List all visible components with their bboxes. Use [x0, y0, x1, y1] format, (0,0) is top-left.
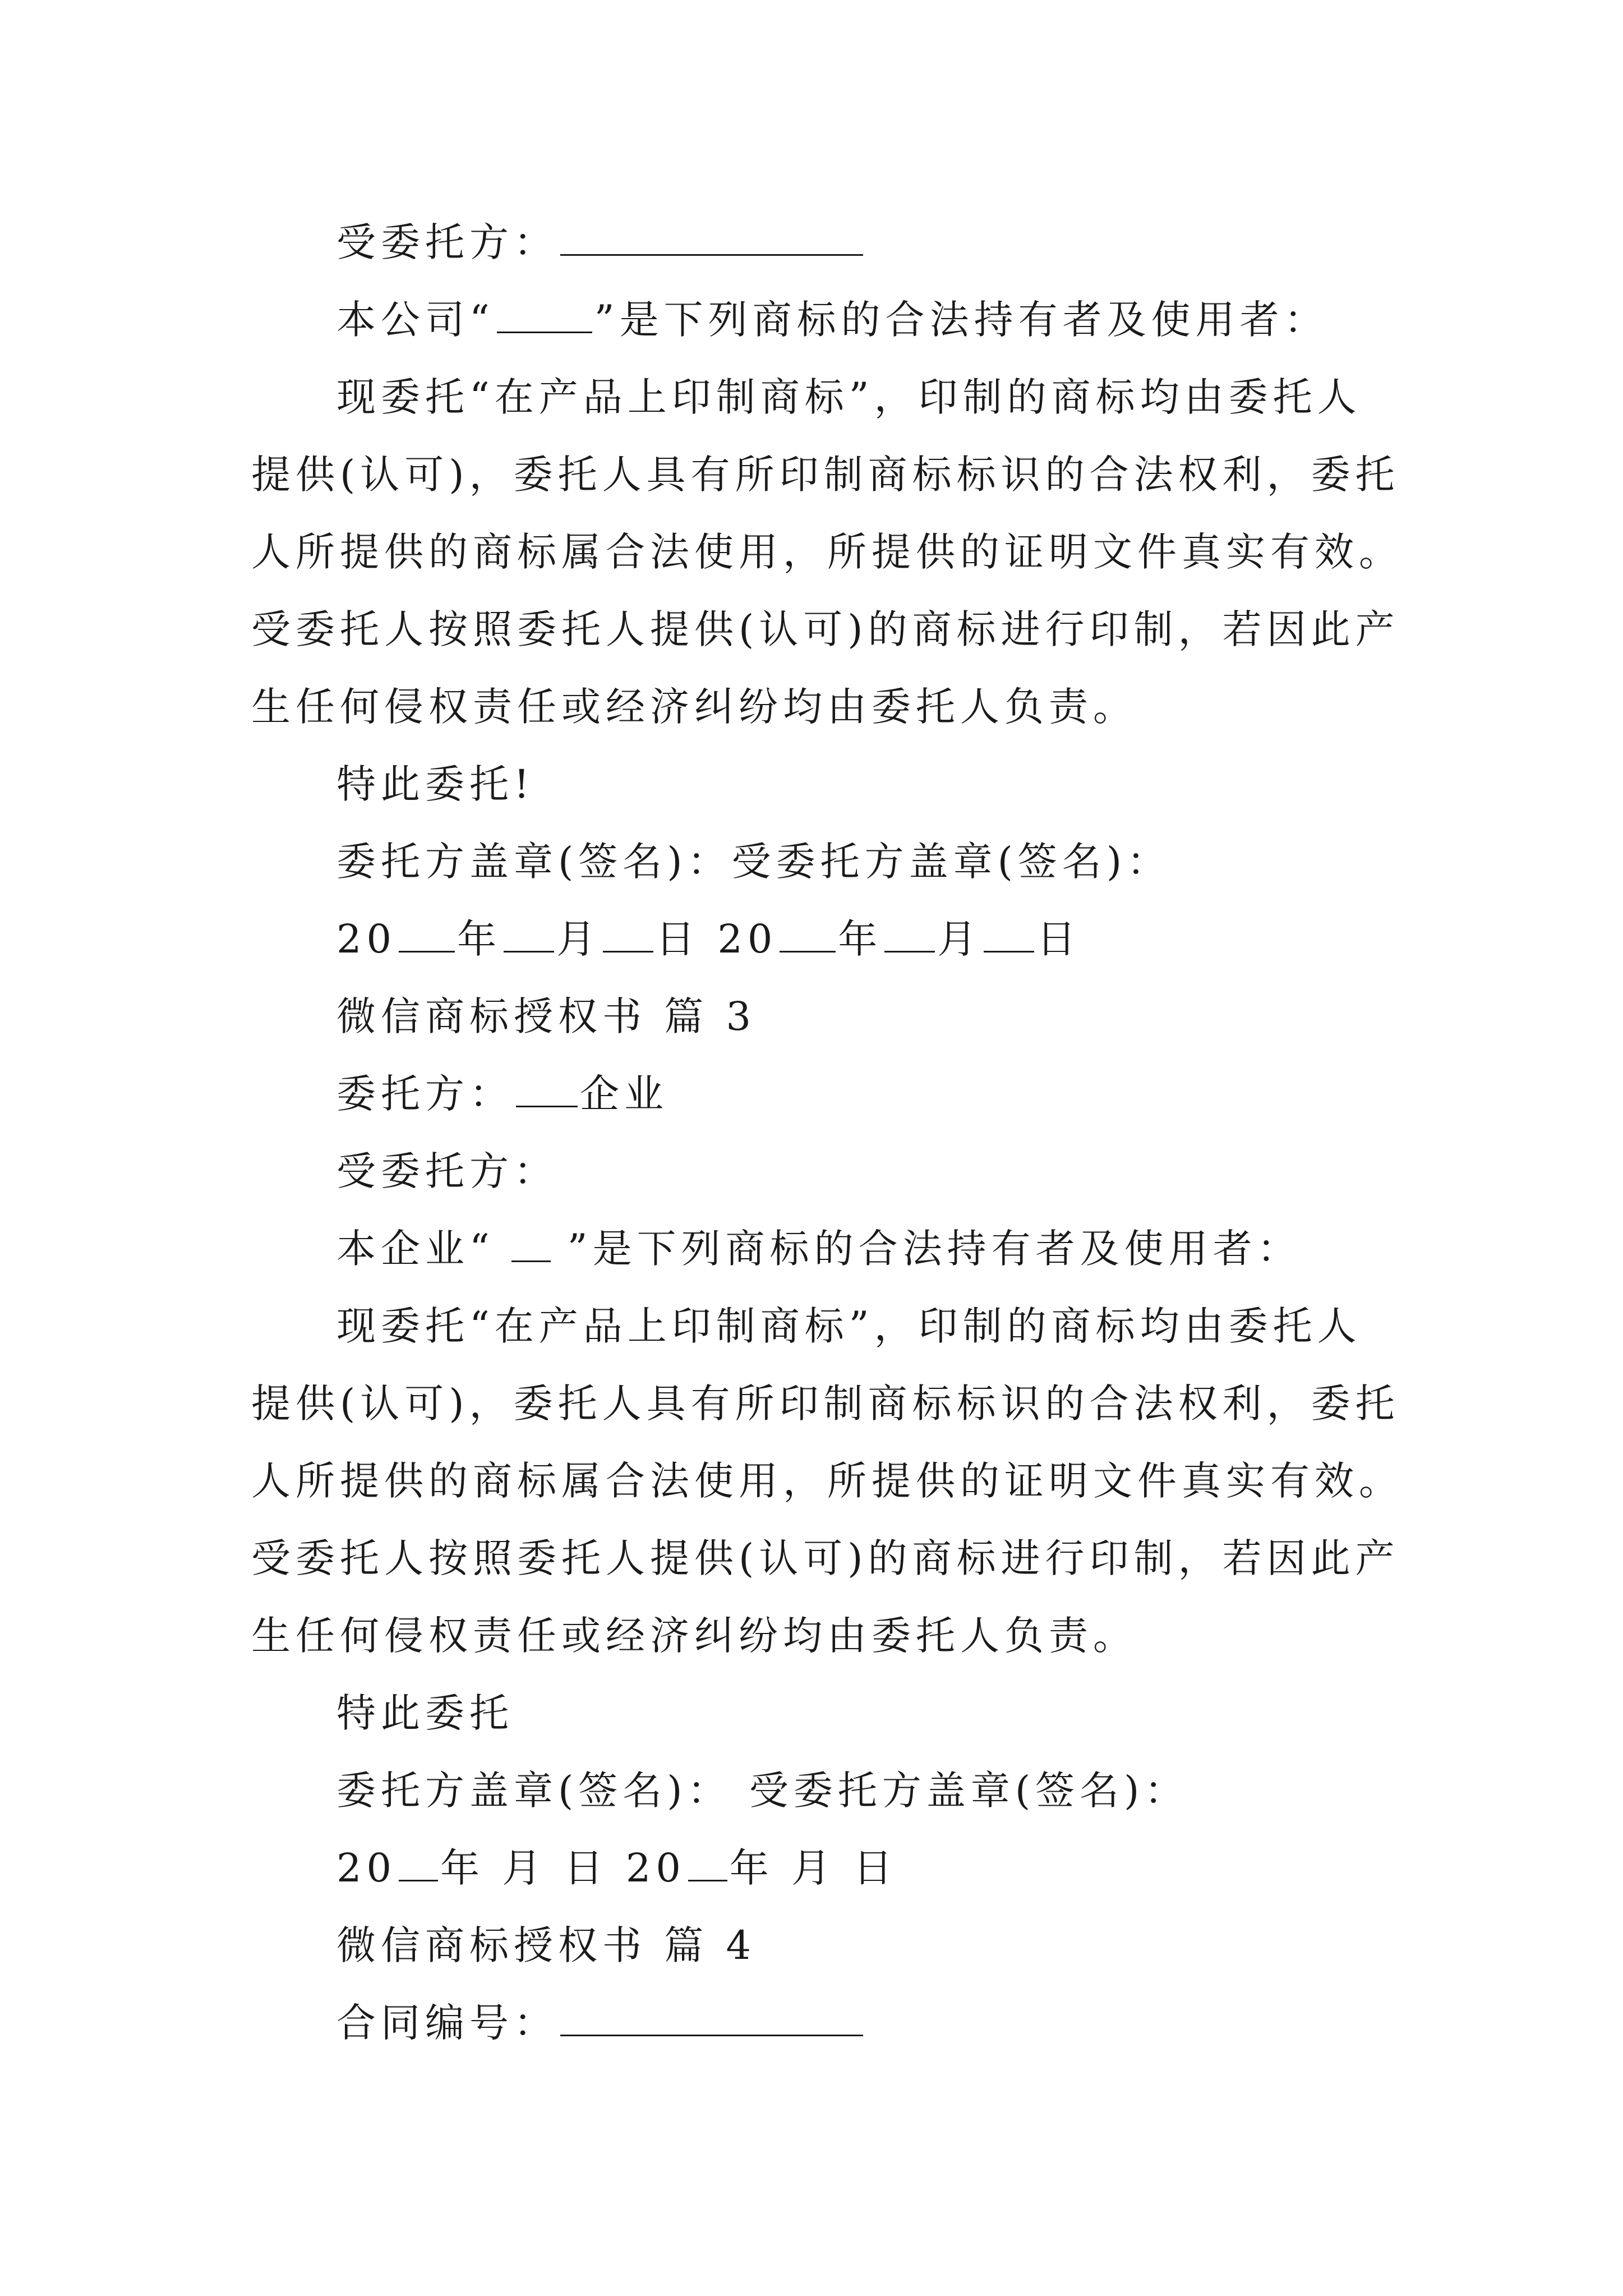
month-blank [504, 950, 554, 953]
paragraph-line: 现委托“在产品上印制商标”，印制的商标均由委托人 [336, 1303, 1362, 1349]
day-blank [984, 950, 1034, 953]
trustee-blank [560, 254, 863, 256]
paragraph-line: 人所提供的商标属合法使用，所提供的证明文件真实有效。 [251, 1458, 1403, 1504]
paragraph-line: 受委托人按照委托人提供(认可)的商标进行印制，若因此产 [251, 1535, 1400, 1581]
paragraph-line: 提供(认可)，委托人具有所印制商标标识的合法权利，委托 [251, 452, 1400, 498]
section-heading: 微信商标授权书 篇 4 [336, 1922, 757, 1968]
closing-line: 特此委托 [336, 1690, 514, 1736]
paragraph-line: 受委托人按照委托人提供(认可)的商标进行印制，若因此产 [251, 606, 1400, 652]
contract-number-line: 合同编号： [336, 2000, 1514, 2045]
paragraph-line: 生任何侵权责任或经济纠纷均由委托人负责。 [251, 1613, 1137, 1659]
company-statement: 本公司“ ”是下列商标的合法持有者及使用者： [336, 297, 1329, 343]
year-blank [780, 950, 836, 953]
paragraph-line: 提供(认可)，委托人具有所印制商标标识的合法权利，委托 [251, 1381, 1400, 1427]
trustee-line: 受委托方： [336, 1148, 558, 1194]
day-blank [603, 950, 653, 953]
date-line: 20 年 月 日 20 年 月 日 [336, 916, 1081, 962]
client-line: 委托方： 企业 [336, 1071, 668, 1117]
trustee-line [336, 220, 1514, 265]
month-blank [884, 950, 935, 953]
paragraph-line: 现委托“在产品上印制商标”，印制的商标均由委托人 [336, 374, 1362, 420]
company-name-blank [511, 1260, 551, 1262]
year-blank [688, 1879, 727, 1881]
company-name-blank [497, 331, 592, 333]
closing-line: 特此委托! [336, 761, 535, 807]
date-line: 20 年 月 日 20 年 月 日 [336, 1845, 898, 1891]
signature-line: 委托方盖章(签名)：受委托方盖章(签名)： [336, 839, 1172, 885]
company-statement: 本企业“ ”是下列商标的合法持有者及使用者： [336, 1226, 1302, 1272]
trustee-label: 受委托方： [336, 219, 558, 265]
paragraph-line: 生任何侵权责任或经济纠纷均由委托人负责。 [251, 684, 1137, 730]
contract-number-blank [560, 2034, 863, 2036]
client-blank [516, 1105, 578, 1107]
year-blank [399, 1879, 438, 1881]
section-heading: 微信商标授权书 篇 3 [336, 993, 757, 1039]
paragraph-line: 人所提供的商标属合法使用，所提供的证明文件真实有效。 [251, 529, 1403, 575]
signature-line: 委托方盖章(签名)： 受委托方盖章(签名)： [336, 1768, 1189, 1814]
year-blank [399, 950, 455, 953]
